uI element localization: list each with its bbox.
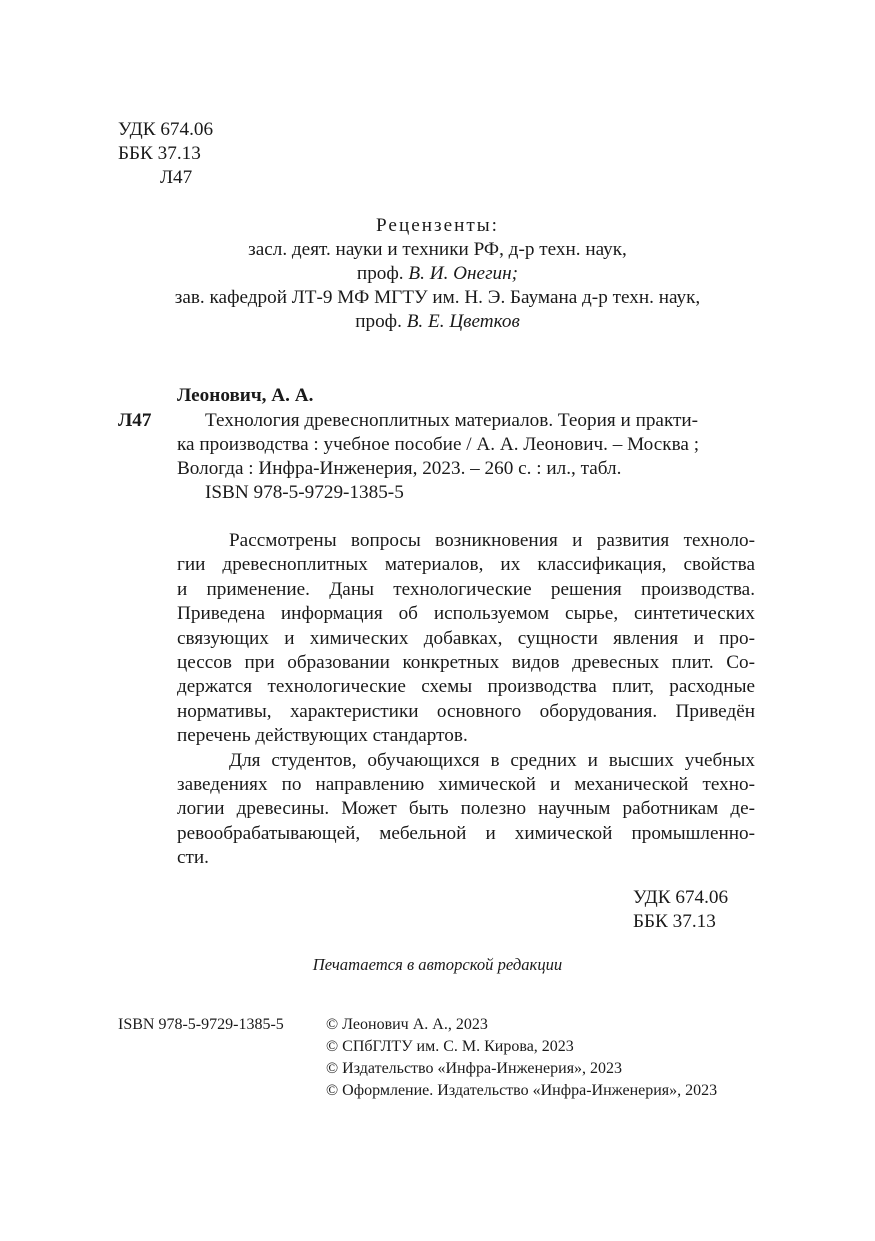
annotation-line: нормативы, характеристики основного оборудования. Приведён [177, 700, 755, 722]
annotation-line: цессов при образовании конкретных видов древесных плит. Со- [177, 651, 755, 673]
annotation-line: перечень действующих стандартов. [177, 725, 468, 747]
annotation [177, 529, 755, 870]
annotation-line: Для студентов, обучающихся в средних и высших учебных [229, 749, 755, 771]
annotation-line: гии древесноплитных материалов, их классификация, свойства [177, 554, 755, 576]
copyright-line: © Оформление. Издательство «Инфра-Инженерия», 2023 [326, 1082, 718, 1099]
copyright-list [326, 1014, 717, 1102]
bibliographic-line: Вологда : Инфра-Инженерия, 2023. – 260 с. : ил., табл. [177, 458, 622, 479]
reviewer-1-credentials: засл. деят. науки и техники РФ, д-р техн. наук, [248, 239, 627, 260]
annotation-line: логии древесины. Может быть полезно научным работникам де- [177, 798, 755, 820]
author-mark: Л47 [160, 167, 193, 188]
reviewer-2-name: В. Е. Цветков [406, 311, 520, 332]
bibliographic-line: ка производства : учебное пособие / А. А. Леонович. – Москва ; [177, 434, 700, 455]
annotation-line: Приведена информация об используемом сырье, синтетических [177, 603, 755, 625]
reviewers-heading: Рецензенты: [376, 215, 499, 236]
annotation-line: заведениях по направлению химической и механической техно- [177, 773, 755, 795]
annotation-line: Рассмотрены вопросы возникновения и развития техноло- [229, 530, 755, 551]
imprint-isbn: ISBN 978-5-9729-1385-5 [118, 1016, 284, 1033]
bibliographic-description [177, 409, 744, 505]
reviewers-block [0, 214, 875, 334]
copyright-line: © Леонович А. А., 2023 [326, 1016, 488, 1033]
book-author: Леонович, А. А. [177, 385, 314, 406]
annotation-line: и применение. Даны технологические решения производства. [177, 578, 755, 600]
reviewer-2-name-line [0, 310, 875, 334]
reviewer-2-title: проф. [355, 311, 407, 332]
bibliographic-code: Л47 [118, 410, 152, 431]
udk-code: УДК 674.06 [633, 887, 729, 908]
bbk-code: ББК 37.13 [633, 911, 716, 932]
udk-code: УДК 674.06 [118, 119, 214, 140]
annotation-line: связующих и химических добавках, сущности явления и про- [177, 627, 755, 649]
copyright-line: © СПбГЛТУ им. С. М. Кирова, 2023 [326, 1038, 574, 1055]
reviewer-2-credentials: зав. кафедрой ЛТ-9 МФ МГТУ им. Н. Э. Баумана д-р техн. наук, [174, 287, 701, 308]
annotation-line: сти. [177, 847, 209, 869]
reviewer-1-name: В. И. Онегин; [408, 263, 519, 284]
classification-codes-top [118, 118, 213, 190]
annotation-line: держатся технологические схемы производства плит, расходные [177, 676, 755, 698]
annotation-line: ревообрабатывающей, мебельной и химической промышленно- [177, 822, 755, 844]
bbk-code: ББК 37.13 [118, 143, 201, 164]
reviewer-1-title: проф. [356, 263, 409, 284]
copyright-line: © Издательство «Инфра-Инженерия», 2023 [326, 1060, 623, 1077]
reviewer-1-name-line [0, 262, 875, 286]
classification-codes-bottom [633, 886, 728, 934]
print-note: Печатается в авторской редакции [312, 955, 563, 974]
bibliographic-line: Технология древесноплитных материалов. Теория и практи- [205, 410, 699, 431]
bibliographic-isbn: ISBN 978-5-9729-1385-5 [205, 482, 404, 503]
